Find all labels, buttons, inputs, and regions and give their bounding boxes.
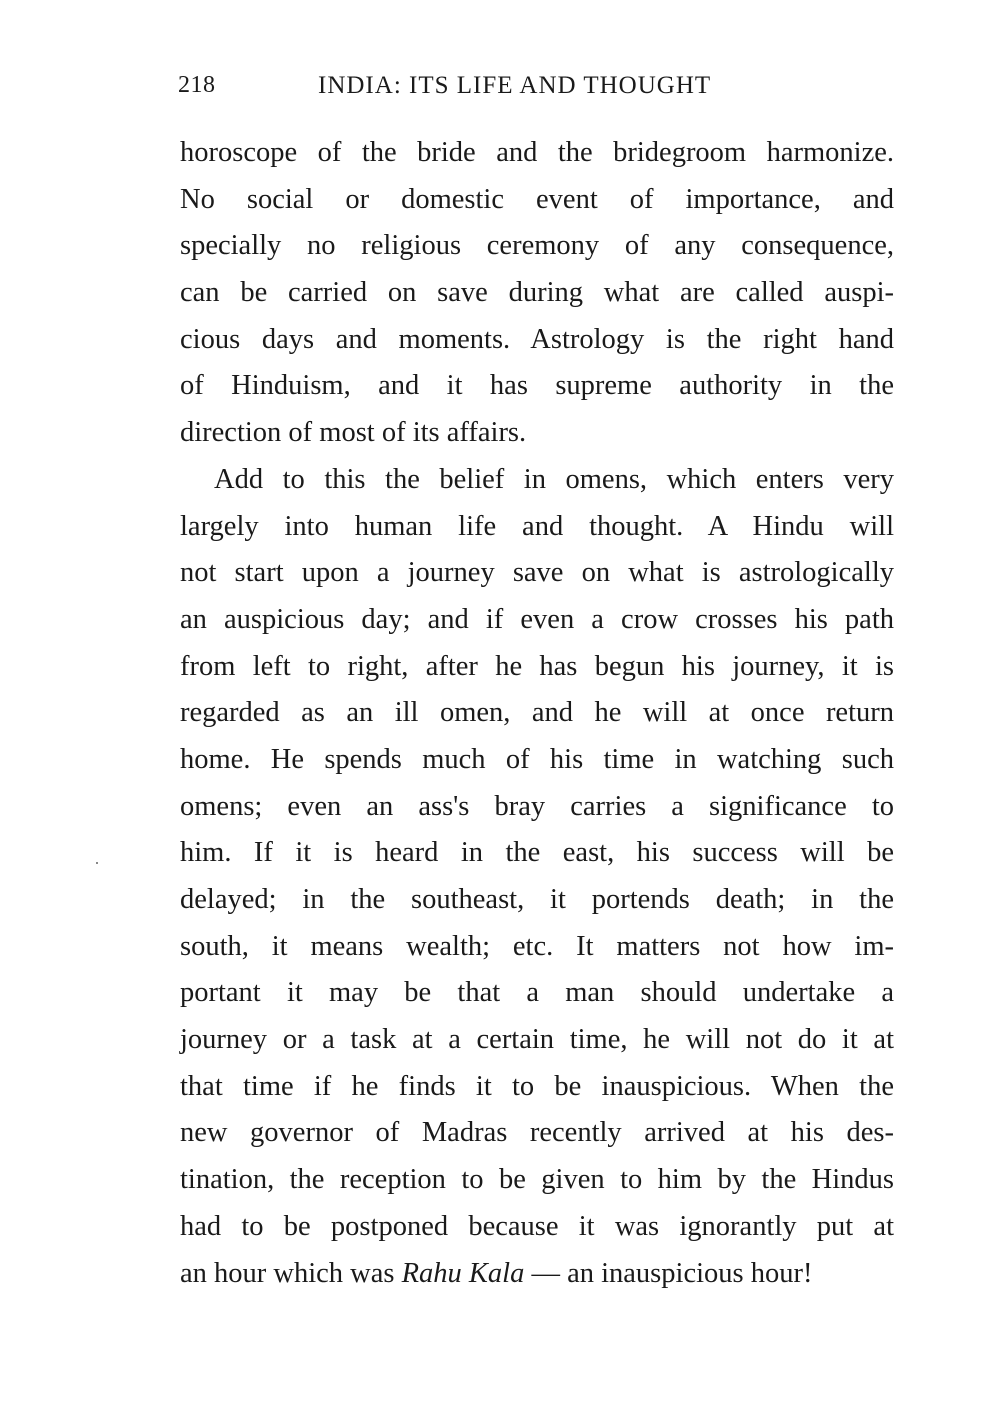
text-line: No social or domestic event of importance, and — [180, 183, 894, 215]
text-line: direction of most of its affairs. — [180, 417, 527, 449]
final-line-end: — an inauspicious hour! — [524, 1257, 813, 1289]
page-number: 218 — [178, 72, 216, 98]
text-line: portant it may be that a man should undertake a — [180, 977, 894, 1009]
text-line: delayed; in the southeast, it portends death; in the — [180, 884, 894, 915]
text-line: tination, the reception to be given to him by the Hindus — [180, 1164, 894, 1196]
text-line: new governor of Madras recently arrived at his des- — [180, 1117, 894, 1149]
text-line: Add to this the belief in omens, which enters very — [214, 463, 894, 495]
text-line: can be carried on save during what are called auspi- — [180, 277, 894, 309]
page-header — [178, 72, 898, 108]
text-line: that time if he finds it to be inauspicious. When the — [180, 1070, 894, 1102]
text-line: horoscope of the bride and the bridegroom harmonize. — [180, 137, 894, 168]
text-line: largely into human life and thought. A Hindu will — [180, 510, 894, 542]
text-line: of Hinduism, and it has supreme authority in the — [180, 370, 894, 402]
text-line: home. He spends much of his time in watching such — [180, 743, 894, 775]
text-line: omens; even an ass's bray carries a significance to — [180, 790, 894, 822]
running-title: INDIA: ITS LIFE AND THOUGHT — [318, 72, 712, 99]
text-line: had to be postponed because it was ignorantly put at — [180, 1210, 894, 1242]
text-line: south, it means wealth; etc. It matters not how im- — [180, 930, 894, 962]
text-line: not start upon a journey save on what is astrologically — [180, 557, 894, 589]
text-line: specially no religious ceremony of any consequence, — [180, 230, 894, 262]
final-line-start: an hour which was — [180, 1257, 402, 1289]
rahu-kala-term: Rahu Kala — [401, 1257, 525, 1289]
text-line: regarded as an ill omen, and he will at once return — [180, 697, 894, 729]
text-line: an auspicious day; and if even a crow crosses his path — [180, 603, 894, 635]
text-line: journey or a task at a certain time, he will not do it at — [180, 1024, 894, 1056]
body-text — [180, 130, 894, 1297]
paragraph-2 — [180, 457, 894, 1297]
scan-speck — [96, 862, 98, 864]
text-line: him. If it is heard in the east, his success will be — [180, 837, 894, 869]
text-line: from left to right, after he has begun his journey, it is — [180, 650, 894, 682]
paragraph-1 — [180, 130, 894, 457]
text-line: cious days and moments. Astrology is the right hand — [180, 323, 894, 355]
text-line-final — [180, 1251, 894, 1298]
